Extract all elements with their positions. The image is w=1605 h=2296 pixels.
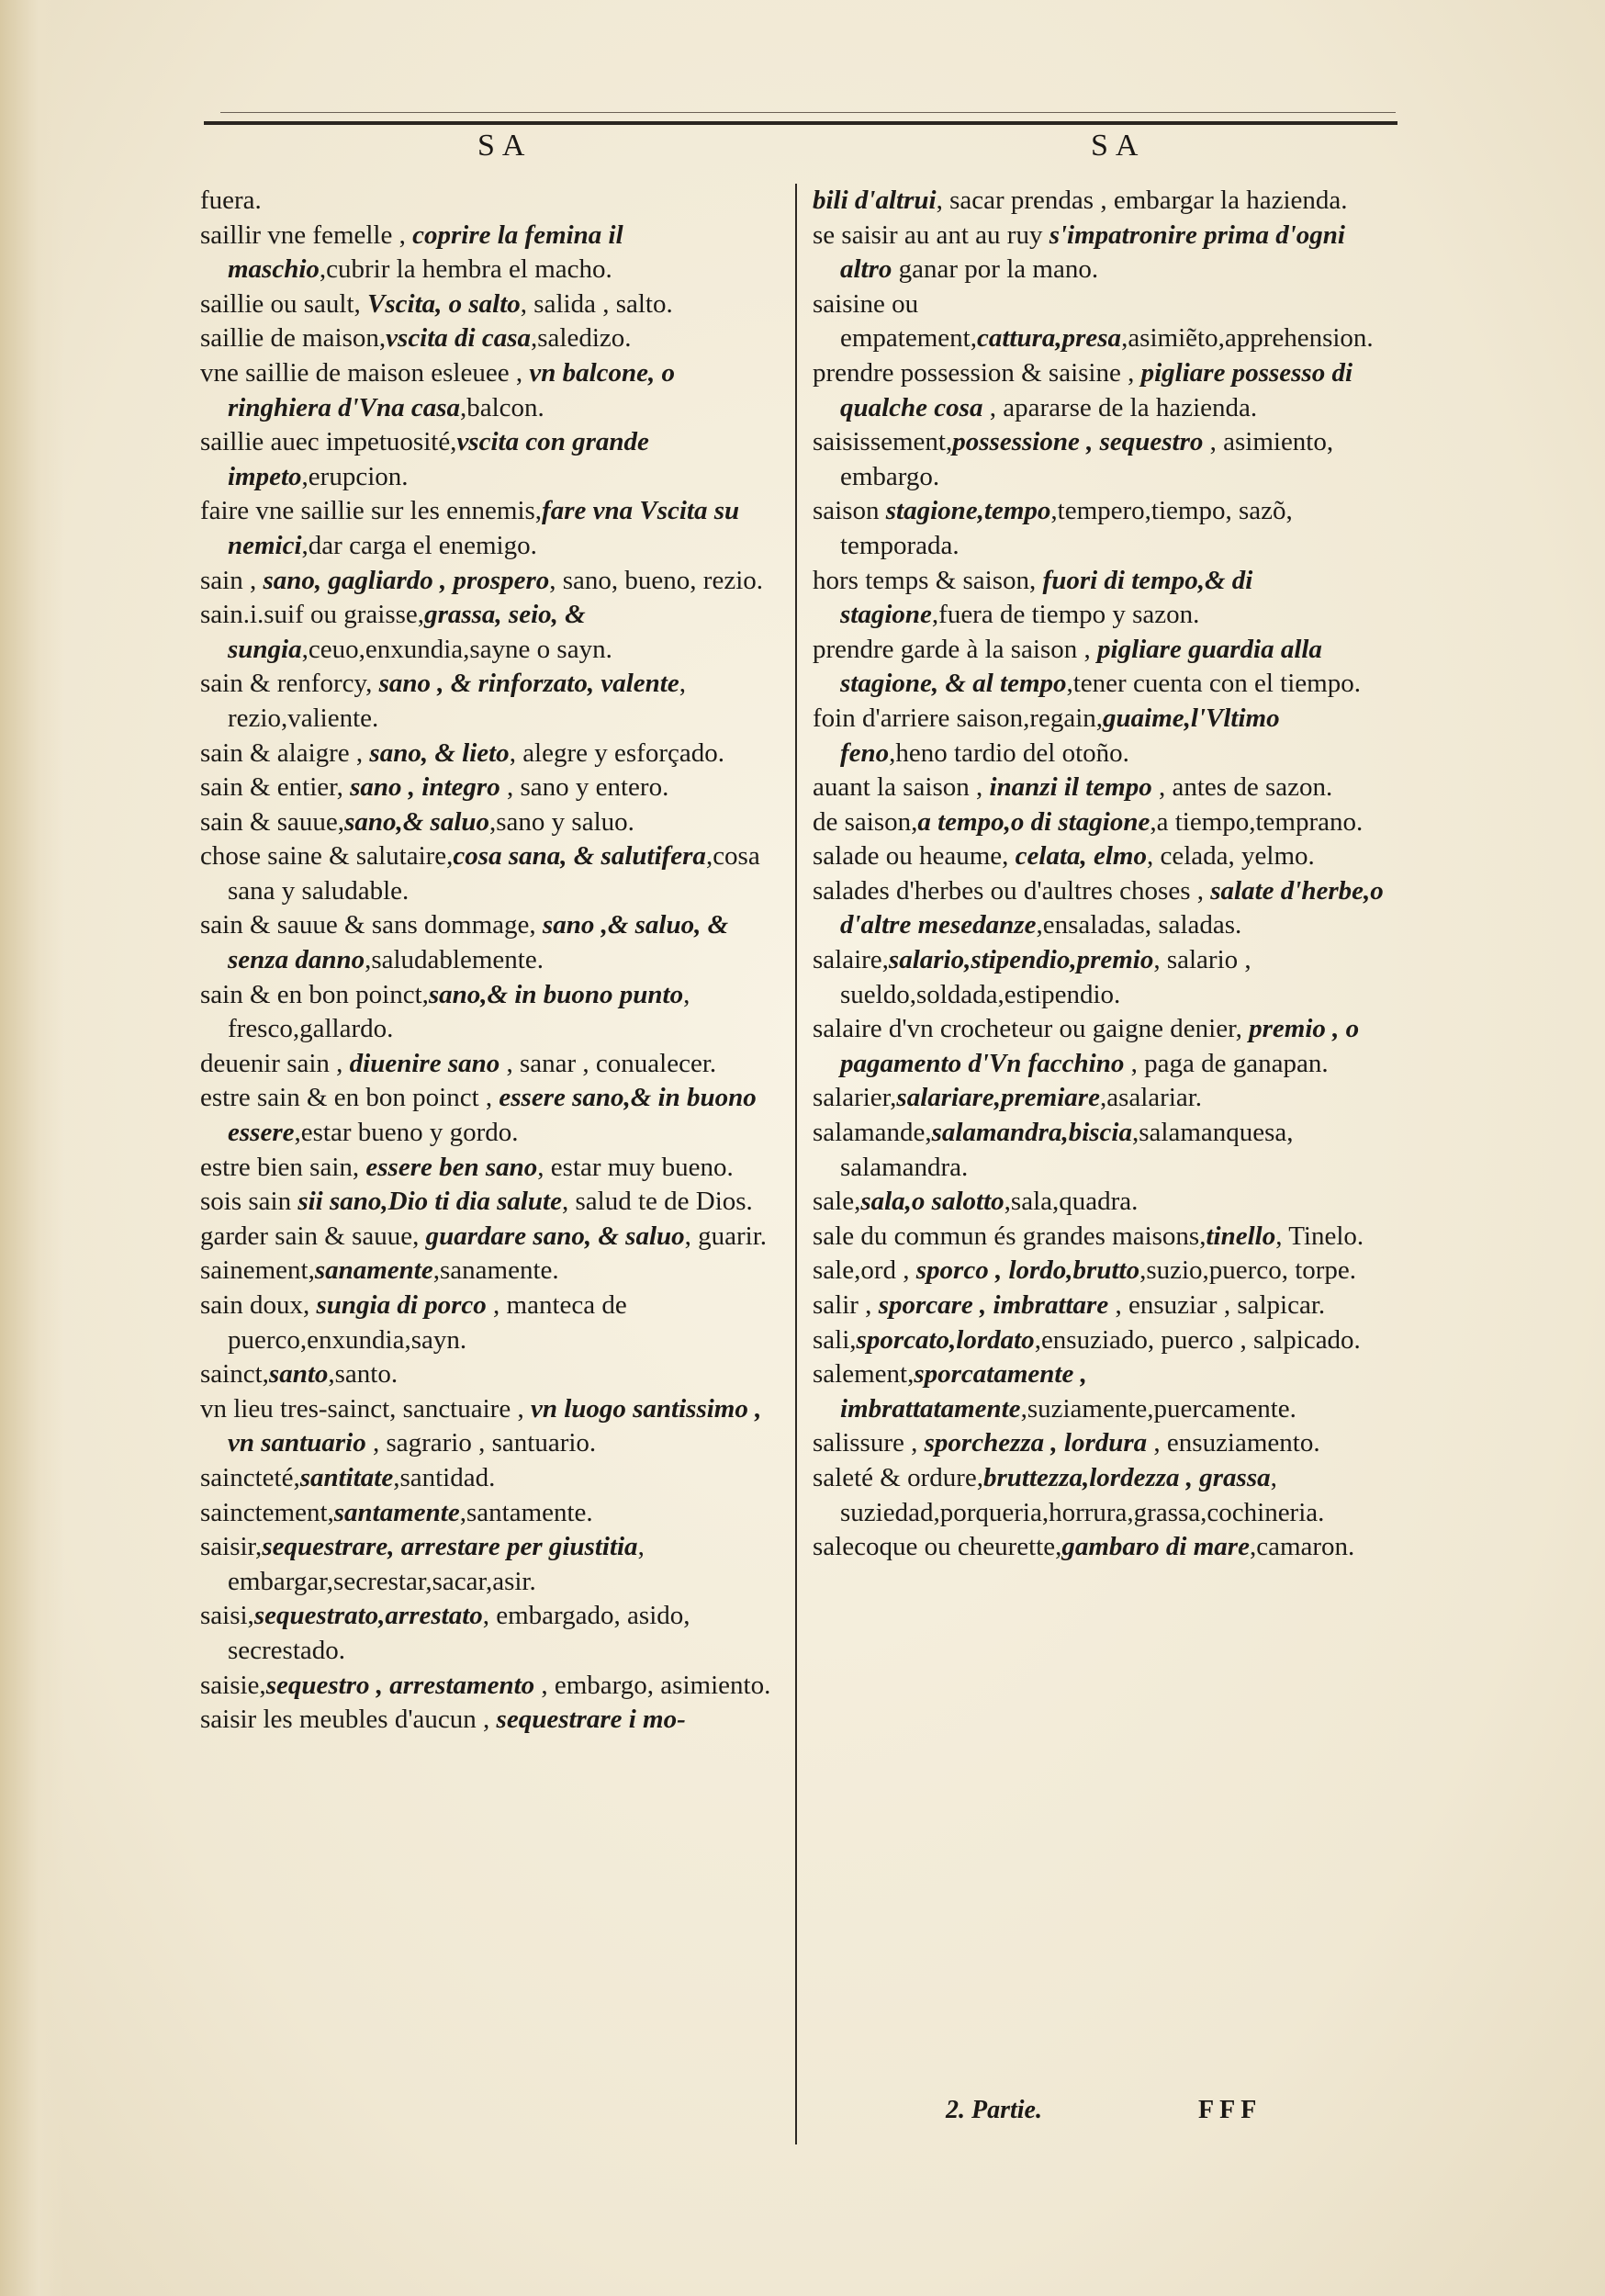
spanish-term: ,santo. (328, 1359, 398, 1390)
italian-term: sano, & lieto (369, 737, 510, 768)
dictionary-entry (200, 1081, 780, 1150)
spanish-term: , embargar,secrestar,sacar,asir. (228, 1532, 645, 1596)
french-term: sain & sauue, (200, 806, 345, 837)
french-term: fuera. (200, 186, 262, 215)
italian-term: sala,o salotto (860, 1187, 1005, 1217)
spanish-term: , antes de sazon. (1151, 772, 1333, 803)
french-term: sain & renforcy, (200, 669, 379, 699)
french-term: faire vne saillie sur les ennemis, (200, 496, 543, 526)
spanish-term: ,cubrir la hembra el macho. (319, 254, 612, 285)
spanish-term: , manteca de puerco,enxundia,sayn. (228, 1290, 627, 1355)
dictionary-entry (200, 737, 780, 771)
french-term: hors temps & saison, (813, 565, 1043, 595)
italian-term: essere sano,& in buono essere (228, 1083, 757, 1148)
french-term: de saison, (813, 806, 918, 837)
italian-term: sequestrare, arrestare per giustitia (262, 1532, 638, 1562)
spanish-term: ,a tiempo,temprano. (1150, 806, 1364, 837)
french-term: salarier, (813, 1083, 897, 1113)
spanish-term: ,tener cuenta con el tiempo. (1066, 669, 1361, 699)
dictionary-entry (200, 1461, 780, 1496)
dictionary-entry (813, 184, 1391, 219)
italian-term: a tempo,o di stagione (917, 806, 1150, 837)
italian-term: salate d'herbe,o d'altre mesedanze (840, 875, 1384, 940)
italian-term: guaime,l'Vltimo feno (840, 703, 1280, 768)
dictionary-entry (200, 1392, 780, 1461)
italian-term: grassa, seio, & sungia (228, 600, 586, 664)
italian-term: gambaro di mare (1061, 1532, 1250, 1562)
dictionary-entry (813, 1081, 1391, 1116)
italian-term: stagione,tempo (885, 496, 1051, 526)
italian-term: cattura,presa (976, 323, 1122, 354)
spanish-term: , guarir. (684, 1221, 768, 1251)
italian-term: tinello (1206, 1221, 1276, 1251)
italian-term: pigliare possesso di qualche cosa (840, 357, 1353, 422)
header-rule (204, 121, 1397, 125)
french-term: saisi, (200, 1601, 254, 1631)
dictionary-entry (200, 805, 780, 840)
dictionary-entry (813, 1185, 1391, 1220)
italian-term: sano,& in buono punto (428, 979, 684, 1009)
dictionary-entry (200, 667, 780, 736)
spanish-term: ,suzio,puerco, torpe. (1139, 1255, 1357, 1286)
spanish-term: ,sano y saluo. (489, 806, 634, 837)
dictionary-entry (200, 564, 780, 599)
french-term: sain & en bon poinct, (200, 979, 429, 1009)
italian-term: sequestrare i mo- (496, 1705, 686, 1735)
dictionary-entry (813, 633, 1391, 702)
spanish-term: ,ensaladas, saladas. (1036, 910, 1242, 940)
spanish-term: ganar por la mano. (892, 254, 1099, 285)
italian-term: cosa sana, & salutifera (453, 841, 706, 872)
italian-term: s'impatronire prima d'ogni altro (840, 219, 1345, 285)
dictionary-entry (200, 908, 780, 977)
spanish-term: , asimiento, embargo. (840, 427, 1334, 491)
italian-term: sii sano,Dio ti dia salute (297, 1187, 562, 1217)
french-term: saillir vne femelle , (200, 219, 413, 250)
dictionary-entry (200, 1185, 780, 1220)
spanish-term: ,camaron. (1249, 1532, 1355, 1562)
italian-term: bili d'altrui (813, 186, 937, 215)
french-term: sain.i.suif ou graisse, (200, 600, 425, 630)
french-term: salades d'herbes ou d'aultres choses , (813, 875, 1211, 906)
french-term: vn lieu tres-sainct, sanctuaire , (200, 1393, 531, 1424)
dictionary-entry (200, 184, 780, 219)
italian-term: sano , integro (350, 772, 500, 803)
italian-term: vscita di casa (386, 323, 532, 354)
dictionary-entry (813, 1426, 1391, 1461)
italian-term: sano ,& saluo, & senza danno (228, 910, 729, 975)
italian-term: sanamente (314, 1255, 433, 1286)
dictionary-entry (200, 425, 780, 494)
french-term: estre sain & en bon poinct , (200, 1083, 499, 1113)
header-rule-thin (220, 112, 1396, 113)
dictionary-entry (200, 356, 780, 425)
dictionary-entry (813, 805, 1391, 840)
dictionary-entry (813, 219, 1391, 287)
spanish-term: , estar muy bueno. (537, 1152, 734, 1182)
spanish-term: ,heno tardio del otoño. (889, 737, 1129, 768)
dictionary-entry (200, 494, 780, 563)
dictionary-entry (813, 356, 1391, 425)
french-term: prendre garde à la saison , (813, 634, 1098, 664)
italian-term: inanzi il tempo (989, 772, 1152, 803)
right-column (813, 184, 1391, 1565)
italian-term: santitate (299, 1462, 394, 1492)
spanish-term: ,salamanquesa, salamandra. (840, 1118, 1294, 1182)
french-term: salissure , (813, 1428, 925, 1458)
italian-term: diuenire sano (349, 1048, 500, 1078)
dictionary-entry (813, 839, 1391, 874)
french-term: salamande, (813, 1118, 932, 1148)
dictionary-entry (200, 1496, 780, 1531)
dictionary-entry (200, 1220, 780, 1255)
dictionary-entry (813, 1461, 1391, 1530)
french-term: sain , (200, 565, 264, 595)
french-term: saisissement, (813, 427, 953, 457)
spanish-term: , salario , sueldo,soldada,estipendio. (840, 945, 1251, 1009)
signature-mark: FFF (1198, 2096, 1263, 2124)
italian-term: Vscita, o salto (367, 288, 521, 319)
french-term: salaire d'vn crocheteur ou gaigne denier, (813, 1014, 1250, 1044)
dictionary-entry (813, 494, 1391, 563)
italian-term: sporcatamente , imbrattatamente (840, 1359, 1087, 1424)
spanish-term: ,suziamente,puercamente. (1020, 1393, 1296, 1424)
italian-term: celata, elmo (1015, 841, 1147, 872)
dictionary-entry (813, 702, 1391, 771)
italian-term: sano, gagliardo , prospero (263, 565, 550, 595)
italian-term: bruttezza,lordezza , grassa (983, 1462, 1271, 1492)
french-term: sale,ord , (813, 1255, 916, 1286)
french-term: saisie, (200, 1670, 266, 1700)
dictionary-entry (200, 1530, 780, 1599)
french-term: salement, (813, 1359, 915, 1390)
spanish-term: , sano, bueno, rezio. (549, 565, 764, 595)
italian-term: possessione , sequestro (952, 427, 1204, 457)
italian-term: sano , & rinforzato, valente (378, 669, 679, 699)
dictionary-entry (200, 771, 780, 805)
dictionary-entry (813, 564, 1391, 633)
spanish-term: , suziedad,porqueria,horrura,grassa,cochineria. (840, 1462, 1325, 1527)
spanish-term: , sano y entero. (499, 772, 669, 803)
french-term: sain & sauue & sans dommage, (200, 910, 543, 940)
french-term: chose saine & salutaire, (200, 841, 454, 872)
spanish-term: ,sala,quadra. (1004, 1187, 1139, 1217)
french-term: sali, (813, 1324, 857, 1355)
italian-term: sporco , lordo,brutto (915, 1255, 1140, 1286)
french-term: sale, (813, 1187, 861, 1217)
french-term: saillie ou sault, (200, 288, 368, 319)
italian-term: essere ben sano (365, 1152, 538, 1182)
italian-term: sequestrato,arrestato (253, 1601, 483, 1631)
french-term: sain & entier, (200, 772, 351, 803)
dictionary-entry (813, 425, 1391, 494)
italian-term: sungia di porco (316, 1290, 487, 1320)
dictionary-entry (200, 287, 780, 322)
spanish-term: ,santamente. (459, 1497, 593, 1527)
running-head-right: SA (1091, 129, 1146, 163)
spanish-term: ,balcon. (460, 392, 544, 422)
page-edge (0, 0, 64, 2296)
dictionary-entry (813, 1289, 1391, 1323)
dictionary-entry (813, 1012, 1391, 1081)
spanish-term: , ensuziar , salpicar. (1108, 1290, 1326, 1320)
french-term: sale du commun és grandes maisons, (813, 1221, 1207, 1251)
dictionary-entry (813, 771, 1391, 805)
french-term: salecoque ou cheurette, (813, 1532, 1062, 1562)
spanish-term: ,dar carga el enemigo. (301, 530, 537, 560)
french-term: saillie de maison, (200, 323, 387, 354)
spanish-term: , fresco,gallardo. (228, 979, 690, 1044)
spanish-term: ,cosa sana y saludable. (228, 841, 760, 906)
spanish-term: ,asimiẽto,apprehension. (1121, 323, 1374, 354)
italian-term: salamandra,biscia (931, 1118, 1132, 1148)
french-term: salir , (813, 1290, 879, 1320)
dictionary-entry (813, 1530, 1391, 1565)
french-term: estre bien sain, (200, 1152, 366, 1182)
spanish-term: ,asalariar. (1099, 1083, 1203, 1113)
spanish-term: , paga de ganapan. (1124, 1048, 1329, 1078)
dictionary-entry (813, 1357, 1391, 1426)
french-term: saisir les meubles d'aucun , (200, 1705, 497, 1735)
italian-term: coprire la femina il maschio (228, 219, 623, 285)
dictionary-entry (813, 1116, 1391, 1185)
italian-term: sporcare , imbrattare (878, 1290, 1109, 1320)
dictionary-entry (200, 1047, 780, 1082)
italian-term: sporcato,lordato (856, 1324, 1035, 1355)
french-term: saison (813, 496, 886, 526)
spanish-term: , sagrario , santuario. (365, 1428, 597, 1458)
dictionary-entry (813, 1254, 1391, 1289)
french-term: sain & alaigre , (200, 737, 370, 768)
footer-part: 2. Partie. (946, 2096, 1042, 2124)
dictionary-entry (200, 1151, 780, 1186)
french-term: deuenir sain , (200, 1048, 350, 1078)
spanish-term: ,erupcion. (301, 461, 409, 491)
french-term: saincteté, (200, 1462, 300, 1492)
spanish-term: ,estar bueno y gordo. (294, 1118, 519, 1148)
spanish-term: , sacar prendas , embargar la hazienda. (936, 186, 1348, 215)
spanish-term: ,saledizo. (531, 323, 632, 354)
dictionary-entry (200, 219, 780, 287)
french-term: sainctement, (200, 1497, 334, 1527)
dictionary-entry (813, 1323, 1391, 1358)
french-term: garder sain & sauue, (200, 1221, 426, 1251)
french-term: sois sain (200, 1187, 298, 1217)
spanish-term: , salud te de Dios. (561, 1187, 753, 1217)
dictionary-entry (200, 321, 780, 356)
dictionary-entry (813, 874, 1391, 943)
french-term: sainement, (200, 1255, 315, 1286)
dictionary-entry (200, 1254, 780, 1289)
dictionary-entry (813, 943, 1391, 1012)
french-term: auant la saison , (813, 772, 990, 803)
italian-term: vscita con grande impeto (228, 427, 649, 491)
spanish-term: , sanar , conualecer. (499, 1048, 717, 1078)
dictionary-entry (200, 1669, 780, 1704)
dictionary-entry (200, 1289, 780, 1357)
spanish-term: ,sanamente. (432, 1255, 559, 1286)
dictionary-entry (200, 598, 780, 667)
french-term: foin d'arriere saison,regain, (813, 703, 1104, 733)
french-term: saisine ou empatement, (813, 288, 977, 354)
french-term: saleté & ordure, (813, 1462, 984, 1492)
italian-term: guardare sano, & saluo (425, 1221, 685, 1251)
spanish-term: ,fuera de tiempo y sazon. (931, 600, 1200, 630)
french-term: salade ou heaume, (813, 841, 1016, 872)
french-term: saisir, (200, 1532, 263, 1562)
spanish-term: ,tempero,tiempo, sazõ, temporada. (840, 496, 1293, 560)
dictionary-entry (813, 1220, 1391, 1255)
italian-term: sano,& saluo (344, 806, 490, 837)
dictionary-entry (200, 1599, 780, 1668)
dictionary-entry (200, 1703, 780, 1738)
french-term: salaire, (813, 945, 889, 975)
spanish-term: , embargado, asido, secrestado. (228, 1601, 690, 1665)
french-term: sainct, (200, 1359, 269, 1390)
running-head-left: SA (477, 129, 533, 163)
italian-term: fare vna Vscita su nemici (228, 496, 740, 560)
spanish-term: ,saludablemente. (365, 945, 544, 975)
dictionary-entry (813, 287, 1391, 356)
dictionary-entry (200, 978, 780, 1047)
italian-term: vn luogo santissimo , vn santuario (228, 1393, 762, 1458)
spanish-term: , embargo, asimiento. (534, 1670, 771, 1700)
spanish-term: ,ceuo,enxundia,sayne o sayn. (301, 634, 612, 664)
spanish-term: ,ensuziado, puerco , salpicado. (1034, 1324, 1361, 1355)
italian-term: fuori di tempo,& di stagione (840, 565, 1253, 630)
italian-term: salariare,premiare (896, 1083, 1100, 1113)
italian-term: vn balcone, o ringhiera d'Vna casa (228, 357, 676, 422)
spanish-term: , ensuziamento. (1147, 1428, 1320, 1458)
spanish-term: , salida , salto. (520, 288, 673, 319)
french-term: se saisir au ant au ruy (813, 219, 1049, 250)
spanish-term: , celada, yelmo. (1146, 841, 1315, 872)
spanish-term: ,santidad. (393, 1462, 496, 1492)
dictionary-entry (200, 1357, 780, 1392)
spanish-term: , alegre y esforçado. (509, 737, 724, 768)
french-term: saillie auec impetuosité, (200, 427, 457, 457)
dictionary-entry (200, 839, 780, 908)
italian-term: salario,stipendio,premio (888, 945, 1154, 975)
spanish-term: , Tinelo. (1275, 1221, 1364, 1251)
italian-term: sporchezza , lordura (924, 1428, 1148, 1458)
italian-term: santo (268, 1359, 329, 1390)
italian-term: santamente (333, 1497, 460, 1527)
italian-term: pigliare guardia alla stagione, & al tempo (840, 634, 1322, 699)
french-term: sain doux, (200, 1290, 317, 1320)
spanish-term: , apararse de la hazienda. (982, 392, 1258, 422)
french-term: prendre possession & saisine , (813, 357, 1141, 388)
italian-term: premio , o pagamento d'Vn facchino (840, 1014, 1360, 1078)
column-divider (795, 184, 797, 2144)
italian-term: sequestro , arrestamento (265, 1670, 535, 1700)
left-column (200, 184, 780, 1738)
french-term: vne saillie de maison esleuee , (200, 357, 530, 388)
spanish-term: , rezio,valiente. (228, 669, 686, 733)
